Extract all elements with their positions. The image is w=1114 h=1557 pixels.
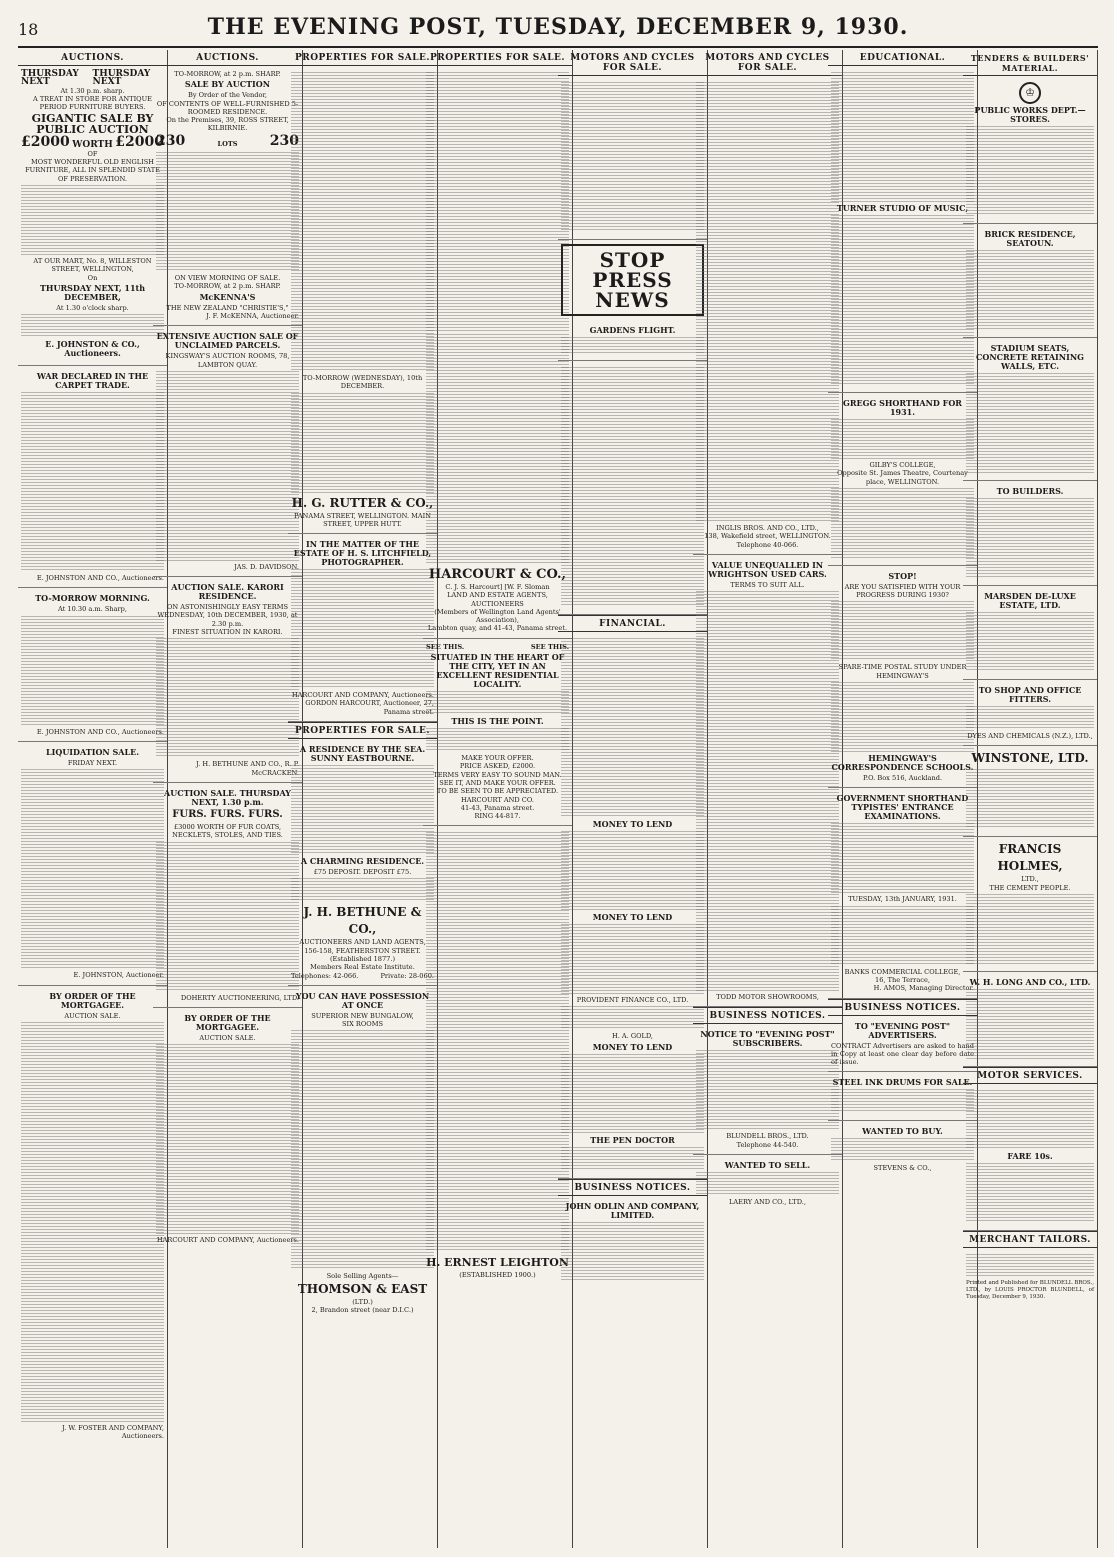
- newspaper-title: THE EVENING POST, TUESDAY, DECEMBER 9, 1930.: [207, 14, 909, 40]
- liquidation-auct: E. JOHNSTON, Auctioneer.: [73, 971, 164, 980]
- furniture-list-text: [21, 185, 164, 255]
- antique-sale-ad: [18, 66, 167, 366]
- dyes-name: DYES AND CHEMICALS (N.Z.), LTD.,: [967, 732, 1093, 740]
- bethune-name: J. H. BETHUNE & CO.,: [303, 905, 422, 937]
- litchfield-estate-ad: [288, 534, 437, 722]
- to-advertisers: TO "EVENING POST" ADVERTISERS.: [854, 1020, 951, 1040]
- deposit-label: £75 DEPOSIT. DEPOSIT £75.: [313, 868, 412, 877]
- brick-head: BRICK RESIDENCE, SEATOUN.: [984, 229, 1076, 248]
- sale-intro: A TREAT IN STORE FOR ANTIQUE PERIOD FURNITURE BUYERS.: [33, 94, 152, 112]
- rutter-name: H. G. RUTTER & CO.,: [291, 495, 434, 510]
- mortgagee-2-head: BY ORDER OF THE MORTGAGEE.: [184, 1012, 271, 1032]
- listing-text: [426, 72, 569, 332]
- kingsway-label: KINGSWAY'S AUCTION ROOMS, 78, LAMBTON QUAY.: [165, 352, 290, 369]
- motors-6-listings: [693, 76, 842, 555]
- wanted-sell-ad: [693, 1155, 842, 1211]
- fitters-head: TO SHOP AND OFFICE FITTERS.: [978, 685, 1082, 704]
- harcourt-foot: HARCOURT AND CO.: [461, 795, 534, 804]
- lots-body: [156, 152, 299, 272]
- leighton-name: H. ERNEST LEIGHTON: [426, 1256, 569, 1270]
- crest-icon: ♔: [1019, 82, 1041, 104]
- karori-finest: FINEST SITUATION IN KARORI.: [172, 628, 283, 637]
- column-heading: AUCTIONS.: [153, 50, 302, 66]
- terms-suit: TERMS TO SUIT ALL.: [730, 580, 805, 589]
- loans-listings: [423, 826, 572, 1284]
- liquidation-head: LIQUIDATION SALE.: [45, 747, 139, 758]
- motors-6-text: [696, 82, 839, 522]
- bethune-private-tel: Private: 28-060.: [380, 971, 434, 980]
- column-heading: PROPERTIES FOR SALE.: [423, 50, 572, 66]
- wanted-sell-body: [696, 1172, 839, 1196]
- brick-body: [966, 250, 1094, 330]
- pwd-body: [966, 126, 1094, 216]
- value-unequalled: VALUE UNEQUALLED IN WRIGHTSON USED CARS.: [708, 559, 827, 579]
- column-heading: AUCTIONS.: [18, 50, 167, 66]
- business-heading: BUSINESS NOTICES.: [693, 1007, 842, 1024]
- furs-head: AUCTION SALE. THURSDAY NEXT, 1.30 p.m.: [164, 787, 291, 807]
- contents-label: OF CONTENTS OF WELL-FURNISHED 5-ROOMED RESIDENCE.: [156, 99, 299, 116]
- column-heading: TENDERS & BUILDERS' MATERIAL.: [963, 50, 1097, 76]
- gigantic-sale-headline: GIGANTIC SALE BY PUBLIC AUCTION: [31, 112, 154, 137]
- wrightson-ad: [693, 555, 842, 1008]
- motor-services-heading: MOTOR SERVICES.: [963, 1067, 1097, 1084]
- hemingway-ad: [828, 566, 977, 788]
- possession-ad: [288, 986, 437, 1319]
- furs-sub: £3000 WORTH OF FUR COATS, NECKLETS, STOLES, AND TIES.: [172, 822, 283, 840]
- winstone-body: [966, 769, 1094, 829]
- furniture-subhead: MOST WONDERFUL OLD ENGLISH FURNITURE, ALL IN SPLENDID STATE OF PRESERVATION.: [25, 158, 160, 183]
- furs-ad: [153, 783, 302, 1008]
- estate-body: [291, 569, 434, 689]
- odlin-body: [561, 1222, 704, 1282]
- column-motors-2: [693, 50, 843, 1548]
- see-this-right: SEE THIS.: [530, 642, 569, 651]
- sale-body-text: [21, 314, 164, 338]
- furs-body: [156, 842, 299, 992]
- govt-exams: GOVERNMENT SHORTHAND TYPISTES' ENTRANCE EXAMINATIONS.: [836, 793, 969, 822]
- fare-label: FARE 10s.: [1007, 1150, 1053, 1161]
- motors-listings-2: [558, 361, 707, 615]
- karori-date: WEDNESDAY, 10th DECEMBER, 1930, at 2.30 p.m.: [157, 611, 298, 628]
- gregg-body: [831, 419, 974, 459]
- davidson-name: JAS. D. DAVIDSON.: [234, 562, 299, 571]
- vendor-order: By Order of the Vendor,: [187, 91, 267, 100]
- price-asked: PRICE ASKED, £2000.: [459, 762, 536, 771]
- amount-right: £2000: [115, 134, 164, 151]
- odlin-name: JOHN ODLIN AND COMPANY, LIMITED.: [565, 1200, 700, 1220]
- thomson-address: 2, Brandon street (near D.I.C.): [311, 1306, 414, 1315]
- money-to-lend-2: MONEY TO LEND: [592, 912, 673, 922]
- steel-drums-ad: [828, 1072, 977, 1121]
- builders-body: [966, 498, 1094, 578]
- column-heading: MOTORS AND CYCLES FOR SALE.: [558, 50, 707, 76]
- money-1-body: [561, 831, 704, 911]
- marsden-body: [966, 612, 1094, 672]
- gregg-ad: [828, 393, 977, 566]
- mortgagee-2-auct: HARCOURT AND COMPANY, Auctioneers.: [156, 1236, 299, 1245]
- carpet-body: [21, 392, 164, 572]
- eastbourne-ad: [288, 739, 437, 986]
- harcourt-ring: RING 44-817.: [474, 812, 521, 821]
- laery-name: LAERY AND CO., LTD.,: [729, 1198, 806, 1207]
- advertisers-notice: [828, 1016, 977, 1073]
- column-properties-1: [288, 50, 438, 1548]
- blundell-tel: Telephone 44-540.: [736, 1140, 799, 1149]
- notice-head: NOTICE TO "EVENING POST" SUBSCRIBERS.: [700, 1029, 835, 1049]
- unclaimed-body: [156, 371, 299, 561]
- motor-services-ad: [963, 1084, 1097, 1231]
- column-educational: [828, 50, 978, 1548]
- stadium-body: [966, 373, 1094, 473]
- column-properties-2: [423, 50, 573, 1548]
- ross-street-sale-ad: [153, 66, 302, 326]
- gardens-body: [561, 337, 704, 353]
- wanted-buy-body: [831, 1138, 974, 1162]
- provident: PROVIDENT FINANCE CO., LTD.: [576, 996, 689, 1004]
- blundell-name: BLUNDELL BROS., LTD.: [726, 1132, 809, 1141]
- hemingway-name: HEMINGWAY'S CORRESPONDENCE SCHOOLS.: [831, 753, 974, 773]
- builders-head: TO BUILDERS.: [996, 486, 1064, 496]
- fitters-body: [966, 706, 1094, 730]
- paraparaumu-listings: [423, 66, 572, 639]
- mortgagee-auct: J. W. FOSTER AND COMPANY, Auctioneers.: [62, 1423, 164, 1441]
- furs-auct: DOHERTY AUCTIONEERING, LTD.: [180, 993, 299, 1002]
- odlin-ad: [558, 1196, 707, 1289]
- harcourt-panama: 41-43, Panama street.: [460, 803, 535, 812]
- educational-text: [831, 72, 974, 202]
- stadium-tender: [963, 338, 1097, 481]
- mortgagee-ad: [18, 986, 167, 1446]
- amos-name: H. AMOS, Managing Director.: [873, 984, 974, 993]
- loans-text: [426, 832, 569, 1252]
- harcourt-names: C. J. S. Harcourt] [W. F. Sloman: [445, 583, 550, 591]
- contract-notice: CONTRACT Advertisers are asked to hand in Copy at least one clear day before date of issue.: [831, 1041, 974, 1067]
- long-body: [966, 989, 1094, 1059]
- stadium-head: STADIUM SEATS, CONCRETE RETAINING WALLS, ETC.: [975, 343, 1084, 371]
- steel-body: [831, 1089, 974, 1113]
- view-label: ON VIEW MORNING OF SALE.: [174, 274, 281, 283]
- gilby-address: Opposite St. James Theatre, Courtenay place, WELLINGTON.: [837, 469, 968, 486]
- see-it: SEE IT, AND MAKE YOUR OFFER.: [439, 778, 556, 787]
- bethune-tel: Telephones: 42-066.: [291, 971, 359, 980]
- liquidation-body: [21, 769, 164, 969]
- govt-body: [831, 823, 974, 893]
- steel-head: STEEL INK DRUMS FOR SALE.: [832, 1077, 973, 1088]
- christie-label: THE NEW ZEALAND "CHRISTIE'S,": [166, 303, 289, 312]
- hemingway-address: P.O. Box 516, Auckland.: [862, 774, 943, 783]
- money-to-lend-3: MONEY TO LEND: [592, 1041, 673, 1052]
- masthead: [18, 8, 1098, 48]
- stevens-name: STEVENS & CO.,: [873, 1164, 932, 1173]
- business-heading: BUSINESS NOTICES.: [828, 999, 977, 1016]
- listing-text-2: [426, 334, 569, 564]
- tomorrow-morning-auct: E. JOHNSTON AND CO., Auctioneers.: [36, 727, 164, 736]
- leighton-established: (ESTABLISHED 1900.): [459, 1271, 536, 1280]
- merchant-tailors-ad: [963, 1248, 1097, 1306]
- column-heading: PROPERTIES FOR SALE.: [288, 50, 437, 66]
- amount-left: £2000: [21, 134, 70, 151]
- column-auctions-1: [18, 50, 168, 1548]
- tomorrow-morning-head: TO-MORROW MORNING.: [35, 593, 150, 604]
- motors-text-2: [561, 367, 704, 607]
- marsden-tender: [963, 586, 1097, 680]
- business-heading: BUSINESS NOTICES.: [558, 1179, 707, 1196]
- tomorrow-morning-body: [21, 616, 164, 726]
- mart-address: AT OUR MART, No. 8, WILLESTON STREET, WELLINGTON,: [33, 256, 152, 274]
- inglis-address: 138, Wakefield street, WELLINGTON.: [704, 532, 831, 541]
- page-number: 18: [18, 20, 39, 39]
- pen-doctor-body: [561, 1147, 704, 1171]
- long-name: W. H. LONG AND CO., LTD.: [969, 976, 1091, 987]
- pen-doctor: THE PEN DOCTOR: [590, 1134, 675, 1145]
- inglis-name: INGLIS BROS. AND CO., LTD.,: [716, 524, 819, 532]
- tomorrow-label-2: TO-MORROW, at 2 p.m. SHARP.: [174, 282, 281, 291]
- long-ad: [963, 972, 1097, 1067]
- spare-time: SPARE-TIME POSTAL STUDY UNDER HEMINGWAY'S: [838, 663, 967, 680]
- merchant-body: [966, 1254, 1094, 1278]
- point-body: [426, 728, 569, 752]
- tomorrow-wed-body: [291, 393, 434, 493]
- winstone-ad: [963, 746, 1097, 837]
- todd-showrooms: TODD MOTOR SHOWROOMS,: [716, 993, 819, 1002]
- holmes-name: FRANCIS HOLMES,: [997, 842, 1063, 874]
- wanted-buy-head: WANTED TO BUY.: [862, 1126, 943, 1137]
- subscribers-notice: [693, 1024, 842, 1155]
- furs-banner: FURS. FURS. FURS.: [172, 808, 283, 820]
- unclaimed-head: EXTENSIVE AUCTION SALE OF UNCLAIMED PARCELS.: [156, 331, 299, 351]
- banks-address: 16, The Terrace,: [875, 975, 930, 984]
- motors-listings: [558, 76, 707, 240]
- situated-head: SITUATED IN THE HEART OF THE CITY, YET IN AN EXCELLENT RESIDENTIAL LOCALITY.: [430, 652, 565, 690]
- financial-heading: FINANCIAL.: [558, 615, 707, 632]
- karori-ad: [153, 577, 302, 783]
- terms-easy: TERMS VERY EASY TO SOUND MAN.: [433, 770, 562, 779]
- tomorrow-morning-sub: At 10.30 a.m. Sharp,: [58, 605, 127, 614]
- financial-listings: [558, 632, 707, 1179]
- sale-date: THURSDAY NEXT, 11th DECEMBER,: [39, 282, 146, 302]
- gregg-head: GREGG SHORTHAND FOR 1931.: [843, 398, 962, 417]
- educational-listings: [828, 66, 977, 393]
- possession-body: [291, 1030, 434, 1270]
- money-2-body: [561, 924, 704, 994]
- harcourt-big: HARCOURT & CO.,: [428, 567, 567, 582]
- column-heading: MOTORS AND CYCLES FOR SALE.: [693, 50, 842, 76]
- cement-people: THE CEMENT PEOPLE.: [989, 883, 1071, 892]
- fitters-tender: [963, 680, 1097, 746]
- holmes-body: [966, 894, 1094, 964]
- bethune-member: Members Real Estate Institute.: [310, 963, 415, 972]
- superior-bungalow: SUPERIOR NEW BUNGALOW,: [311, 1011, 414, 1020]
- tuesday-body: [831, 906, 974, 966]
- estate-head: IN THE MATTER OF THE ESTATE OF H. S. LITCHFIELD, PHOTOGRAPHER.: [293, 539, 432, 568]
- lots-count-left: 230: [156, 132, 186, 149]
- see-this-ad: [423, 639, 572, 827]
- satisfied-label: ARE YOU SATISFIED WITH YOUR PROGRESS DURING 1930?: [844, 582, 961, 600]
- land-estate-agents: LAND AND ESTATE AGENTS, AUCTIONEERS: [447, 591, 548, 608]
- appreciated: TO BE SEEN TO BE APPRECIATED.: [436, 787, 559, 796]
- of-label: OF: [87, 149, 98, 158]
- karori-terms: ON ASTONISHINGLY EASY TERMS: [166, 603, 289, 612]
- eastbourne-head: A RESIDENCE BY THE SEA. SUNNY EASTBOURNE.: [299, 744, 426, 764]
- auctioneer-name: E. JOHNSTON & CO., Auctioneers.: [45, 339, 140, 359]
- possession-head: YOU CAN HAVE POSSESSION AT ONCE: [295, 990, 430, 1010]
- provident-body: [561, 1006, 704, 1030]
- turner-body: [831, 215, 974, 385]
- column-auctions-2: [153, 50, 303, 1548]
- mortgagee-sub: AUCTION SALE.: [64, 1011, 121, 1020]
- worth-label: WORTH: [72, 140, 113, 151]
- pwd-tenders: [963, 76, 1097, 224]
- builders-tender: [963, 481, 1097, 586]
- financial-text: [561, 638, 704, 818]
- stop-head: STOP!: [888, 570, 917, 581]
- mortgagee-body: [21, 1022, 164, 1422]
- tomorrow-wed: TO-MORROW (WEDNESDAY), 10th DECEMBER.: [302, 374, 423, 391]
- eastbourne-body: [291, 765, 434, 855]
- banks-college-ad: [828, 788, 977, 998]
- spare-time-body: [831, 682, 974, 752]
- brick-residence-tender: [963, 224, 1097, 338]
- money-to-lend-1: MONEY TO LEND: [592, 819, 673, 829]
- liquidation-ad: [18, 742, 167, 986]
- thursday-right: THURSDAY NEXT: [92, 69, 151, 88]
- carpet-headline: WAR DECLARED IN THE CARPET TRADE.: [36, 371, 149, 391]
- banks-name: BANKS COMMERCIAL COLLEGE,: [844, 967, 961, 976]
- sale-by-auction: SALE BY AUCTION: [184, 79, 271, 90]
- charming-body: [291, 878, 434, 902]
- liquidation-sub: FRIDAY NEXT.: [67, 759, 118, 768]
- holmes-ltd: LTD.,: [1021, 875, 1039, 884]
- sole-agents: Sole Selling Agents—: [326, 1272, 399, 1281]
- thomson-name: THOMSON & EAST: [297, 1281, 428, 1296]
- stop-press-item: [558, 320, 707, 361]
- mckenna-auctioneer: J. F. McKENNA, Auctioneer.: [206, 311, 299, 320]
- harcourt-members: (Members of Wellington Land Agents' Association),: [434, 607, 561, 625]
- lots-label: LOTS: [217, 139, 238, 148]
- listing-text: [291, 72, 434, 372]
- sale-date-time: At 1.30 o'clock sharp.: [56, 303, 129, 312]
- motor-services-body: [966, 1090, 1094, 1150]
- money-3-body: [561, 1054, 704, 1134]
- wanted-sell-head: WANTED TO SELL.: [724, 1160, 811, 1171]
- turner-studio: TURNER STUDIO OF MUSIC,: [836, 203, 969, 213]
- motors-text: [561, 82, 704, 232]
- column-tenders: [963, 50, 1098, 1548]
- holmes-ad: [963, 837, 1097, 972]
- estate-auct: HARCOURT AND COMPANY, Auctioneers. GORDON HARCOURT, Auctioneer, 27, Panama street.: [291, 691, 434, 716]
- this-is-point: THIS IS THE POINT.: [451, 716, 544, 727]
- see-this-left: SEE THIS.: [426, 642, 465, 651]
- tomorrow-label: TO-MORROW, at 2 p.m. SHARP.: [174, 70, 281, 78]
- carpet-auctioneer: E. JOHNSTON AND CO., Auctioneers.: [36, 574, 164, 583]
- thursday-left: THURSDAY NEXT: [21, 69, 79, 88]
- mckenna-name: McKENNA'S: [199, 291, 256, 302]
- unclaimed-parcels-ad: [153, 326, 302, 577]
- mortgagee-2-body: [156, 1044, 299, 1234]
- pwd-stores: PUBLIC WORKS DEPT.—STORES.: [974, 105, 1086, 124]
- karori-body: [156, 638, 299, 758]
- stop-press-banner: STOP PRESS NEWS: [561, 244, 704, 316]
- satisfied-body: [831, 601, 974, 661]
- sale-time: At 1.30 p.m. sharp.: [60, 86, 125, 95]
- premises-label: On the Premises, 39, ROSS STREET, KILBIRNIE.: [166, 116, 289, 133]
- lots-count-right: 230: [269, 132, 299, 149]
- thomson-ltd: (LTD.): [352, 1297, 373, 1306]
- marsden-head: MARSDEN DE-LUXE ESTATE, LTD.: [984, 591, 1076, 610]
- gold-name: H. A. GOLD,: [611, 1032, 654, 1041]
- on-label: On: [87, 273, 98, 282]
- rutter-listings: [288, 66, 437, 534]
- wrightson-body: [696, 591, 839, 991]
- mortgagee-2-sub: AUCTION SALE.: [199, 1033, 256, 1042]
- charming-head: A CHARMING RESIDENCE.: [300, 856, 425, 867]
- gardens-flight: GARDENS FLIGHT.: [589, 325, 676, 335]
- rutter-address: PANAMA STREET, WELLINGTON. MAIN STREET, UPPER HUTT.: [293, 511, 432, 528]
- gilby-body: [831, 488, 974, 558]
- inglis-tel: Telephone 40-066.: [736, 540, 799, 549]
- column-heading: EDUCATIONAL.: [828, 50, 977, 66]
- tomorrow-morning-ad: [18, 588, 167, 742]
- six-rooms: SIX ROOMS: [342, 1020, 383, 1029]
- karori-auct: J. H. BETHUNE AND CO., R. P. McCRACKEN.: [196, 760, 299, 777]
- bethune-address: 156-158, FEATHERSTON STREET. (Established 1877.): [304, 946, 421, 963]
- karori-head: AUCTION SALE. KARORI RESIDENCE.: [171, 582, 284, 602]
- harcourt-lambton: Lambton quay, and 41-43, Panama street.: [427, 624, 568, 633]
- gilby-name: GILBY'S COLLEGE,: [869, 461, 936, 469]
- properties-subheading: PROPERTIES FOR SALE.: [288, 722, 437, 739]
- wanted-buy-ad: [828, 1121, 977, 1177]
- merchant-tailors-heading: MERCHANT TAILORS.: [963, 1231, 1097, 1248]
- mortgagee-head: BY ORDER OF THE MORTGAGEE.: [49, 990, 136, 1010]
- situated-body: [426, 691, 569, 715]
- make-offer: MAKE YOUR OFFER.: [461, 754, 534, 763]
- bethune-sub: AUCTIONEERS AND LAND AGENTS,: [299, 938, 426, 947]
- tuesday-date: TUESDAY, 13th JANUARY, 1931.: [848, 895, 957, 904]
- notice-body: [696, 1050, 839, 1130]
- printer-footer: Printed and Published for BLUNDELL BROS., LTD., by LOUIS PROCTOR BLUNDELL, of Tuesday, December 9, 1930.: [966, 1279, 1094, 1300]
- winstone-name: WINSTONE, LTD.: [971, 751, 1089, 766]
- mortgagee-2-ad: [153, 1008, 302, 1250]
- column-motors-1: [558, 50, 708, 1548]
- fare-body: [966, 1163, 1094, 1223]
- carpet-ad: [18, 366, 167, 588]
